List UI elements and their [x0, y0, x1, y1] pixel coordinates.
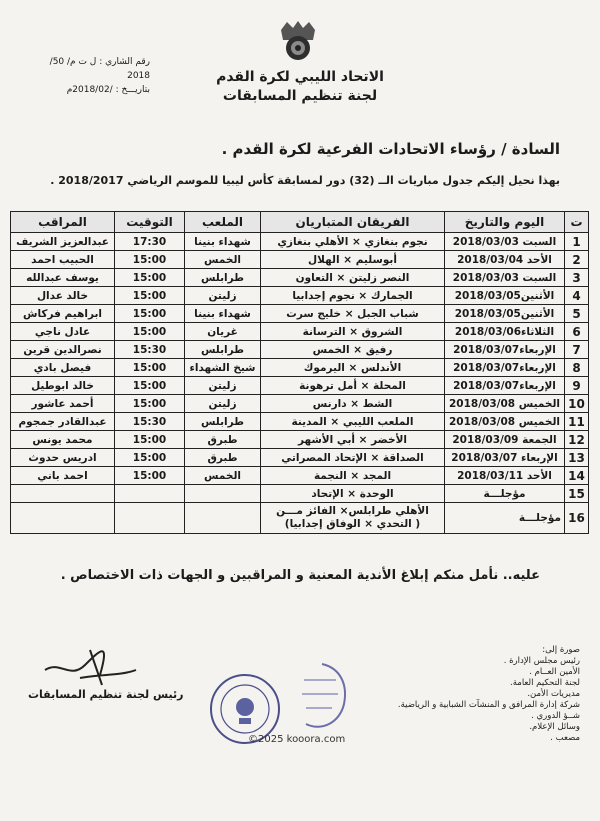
cell-teams: الملعب الليبي × المدينة: [261, 413, 445, 431]
cell-no: 7: [565, 341, 589, 359]
table-row: [11, 233, 589, 251]
col-header-no: ت: [565, 212, 589, 233]
cell-venue: [185, 503, 261, 534]
cell-venue: زليتن: [185, 287, 261, 305]
col-header-time: التوقيت: [115, 212, 185, 233]
cell-teams: المحلة × أمل ترهونة: [261, 377, 445, 395]
cell-time: 15:00: [115, 395, 185, 413]
cell-venue: [185, 485, 261, 503]
cell-teams: الجمارك × نجوم إجدابيا: [261, 287, 445, 305]
table-row: [11, 413, 589, 431]
header-organization: [200, 68, 400, 106]
table-row: [11, 395, 589, 413]
table-row-postponed: [11, 503, 589, 534]
cell-time: 15:30: [115, 413, 185, 431]
table-row: [11, 251, 589, 269]
cell-date: السبت 2018/03/03: [445, 269, 565, 287]
cell-time: 15:00: [115, 359, 185, 377]
cell-teams: الأخضر × أبي الأشهر: [261, 431, 445, 449]
cell-observer: يوسف عبدالله: [11, 269, 115, 287]
cell-date: الإربعاء2018/03/07: [445, 359, 565, 377]
cell-no: 8: [565, 359, 589, 377]
cell-date: مؤجلـــة: [445, 485, 565, 503]
addressee: السادة / رؤساء الاتحادات الفرعية لكرة القدم .: [221, 140, 560, 158]
cell-time: 15:00: [115, 251, 185, 269]
table-row: [11, 467, 589, 485]
cell-no: 15: [565, 485, 589, 503]
cc-item: مصعب .: [550, 733, 580, 743]
federation-logo-icon: [275, 18, 321, 64]
cell-observer: فيصل بادي: [11, 359, 115, 377]
cc-heading: صورة إلى:: [542, 645, 580, 655]
cell-venue: شهداء بنينا: [185, 305, 261, 323]
cell-observer: ادريس حدوث: [11, 449, 115, 467]
cell-teams: [261, 503, 445, 534]
cell-date: الأحد 2018/03/11: [445, 467, 565, 485]
cell-teams: النصر زليتن × التعاون: [261, 269, 445, 287]
reference-date: بتاريـــخ : /2018/02م: [66, 85, 150, 95]
cc-item: لجنة التحكيم العامة.: [510, 678, 580, 688]
cell-venue: طرابلس: [185, 341, 261, 359]
cell-time: 17:30: [115, 233, 185, 251]
table-row: [11, 359, 589, 377]
cell-no: 9: [565, 377, 589, 395]
cc-item: مديريات الأمن.: [527, 689, 580, 699]
cell-teams: المجد × النجمة: [261, 467, 445, 485]
cc-item: وسائل الإعلام.: [529, 722, 580, 732]
cell-venue: زليتن: [185, 377, 261, 395]
cell-venue: الخمس: [185, 467, 261, 485]
cell-teams: نجوم بنغازي × الأهلي بنغازي: [261, 233, 445, 251]
cell-time: [115, 503, 185, 534]
org-name: الاتحاد الليبي لكرة القدم: [216, 69, 384, 85]
cell-no: 5: [565, 305, 589, 323]
signature-icon: [40, 630, 140, 690]
cell-observer: أحمد عاشور: [11, 395, 115, 413]
cell-no: 1: [565, 233, 589, 251]
col-header-date: اليوم والتاريخ: [445, 212, 565, 233]
cell-date: الأثنين2018/03/05: [445, 305, 565, 323]
cc-item: شركة إدارة المرافق و المنشآت الشبابية و الرياضية.: [397, 700, 580, 710]
cell-observer: عبدالعزيز الشريف: [11, 233, 115, 251]
cell-time: 15:00: [115, 449, 185, 467]
cell-observer: احمد باني: [11, 467, 115, 485]
cell-time: 15:30: [115, 341, 185, 359]
cell-date: الإربعاء2018/03/07: [445, 377, 565, 395]
cell-date: مؤجلـــة: [445, 503, 565, 534]
cell-venue: طرابلس: [185, 413, 261, 431]
table-row: [11, 485, 589, 503]
cell-teams: شباب الجبل × خليج سرت: [261, 305, 445, 323]
closing-text: عليه.. نأمل منكم إبلاغ الأندية المعنية و المراقبين و الجهات ذات الاختصاص .: [60, 568, 540, 583]
committee-name: لجنة تنظيم المسابقات: [222, 88, 378, 104]
cc-item: الأمين العــام .: [529, 667, 580, 677]
table-row: [11, 305, 589, 323]
cell-date: السبت 2018/03/03: [445, 233, 565, 251]
cell-teams: أبوسليم × الهلال: [261, 251, 445, 269]
cell-teams: الوحدة × الإتحاد: [261, 485, 445, 503]
cell-venue: طبرق: [185, 431, 261, 449]
cell-teams-line1: الأهلي طرابلس× الفائز مـــن: [276, 505, 429, 517]
cell-time: 15:00: [115, 467, 185, 485]
cell-observer: خالد عدال: [11, 287, 115, 305]
cc-item: رئيس مجلس الإدارة .: [503, 656, 580, 666]
cell-no: 6: [565, 323, 589, 341]
cell-observer: خالد ابوطيل: [11, 377, 115, 395]
cell-venue: غريان: [185, 323, 261, 341]
table-header-row: [11, 212, 589, 233]
cell-time: 15:00: [115, 431, 185, 449]
cell-date: الإربعاء 2018/03/07: [445, 449, 565, 467]
cell-teams: الصداقة × الإتحاد المصراتي: [261, 449, 445, 467]
cell-teams: رفيق × الخمس: [261, 341, 445, 359]
cell-time: 15:00: [115, 377, 185, 395]
cell-time: [115, 485, 185, 503]
cell-date: الإربعاء2018/03/07: [445, 341, 565, 359]
table-row: [11, 269, 589, 287]
cell-observer: عبدالقادر جمجوم: [11, 413, 115, 431]
cell-venue: طبرق: [185, 449, 261, 467]
reference-block: [30, 55, 150, 97]
cell-no: 12: [565, 431, 589, 449]
cell-time: 15:00: [115, 287, 185, 305]
table-row: [11, 431, 589, 449]
cell-no: 14: [565, 467, 589, 485]
cell-venue: شيخ الشهداء: [185, 359, 261, 377]
intro-text: بهذا نحيل إليكم جدول مباريات الــ (32) دور لمسابقة كأس ليبيا للموسم الرياضي 2018/2017 .: [50, 174, 560, 187]
cell-teams: الشروق × الترسانة: [261, 323, 445, 341]
cell-no: 4: [565, 287, 589, 305]
cell-venue: الخمس: [185, 251, 261, 269]
cell-teams-line2: ( التحدي × الوفاق إجدابيا): [284, 518, 421, 530]
table-row: [11, 341, 589, 359]
reference-number: رقم الشاري : ل ت م/ 50/ 2018: [49, 57, 150, 81]
cell-observer: [11, 503, 115, 534]
cell-time: 15:00: [115, 305, 185, 323]
table-row: [11, 287, 589, 305]
cell-observer: الحبيب احمد: [11, 251, 115, 269]
cell-date: الثلاثاء2018/03/06: [445, 323, 565, 341]
cell-venue: زليتن: [185, 395, 261, 413]
table-row: [11, 377, 589, 395]
table-row: [11, 323, 589, 341]
cell-teams: الأندلس × اليرموك: [261, 359, 445, 377]
cell-date: الأحد 2018/03/04: [445, 251, 565, 269]
watermark: ©2025 kooora.com: [248, 734, 346, 745]
cell-observer: عادل ناجي: [11, 323, 115, 341]
cc-item: شــؤ الدوري .: [531, 711, 580, 721]
cell-no: 2: [565, 251, 589, 269]
cell-date: الخميس 2018/03/08: [445, 413, 565, 431]
cell-no: 13: [565, 449, 589, 467]
signature-title: رئيس لجنة تنظيم المسابقات: [28, 688, 184, 701]
cell-date: الخميس 2018/03/08: [445, 395, 565, 413]
cell-time: 15:00: [115, 269, 185, 287]
cell-date: الأثنين2018/03/05: [445, 287, 565, 305]
committee-stamp-icon: [292, 660, 352, 735]
cell-no: 10: [565, 395, 589, 413]
cell-no: 11: [565, 413, 589, 431]
cell-observer: محمد يونس: [11, 431, 115, 449]
col-header-observer: المراقب: [11, 212, 115, 233]
cell-observer: ابراهيم فركاش: [11, 305, 115, 323]
col-header-venue: الملعب: [185, 212, 261, 233]
table-row: [11, 449, 589, 467]
col-header-teams: الفريقان المتباريان: [261, 212, 445, 233]
cc-list: [397, 645, 580, 744]
cell-no: 3: [565, 269, 589, 287]
fixtures-table: [10, 211, 589, 534]
cell-venue: شهداء بنينا: [185, 233, 261, 251]
cell-date: الجمعة 2018/03/09: [445, 431, 565, 449]
cell-observer: [11, 485, 115, 503]
cell-observer: نصرالدين قرين: [11, 341, 115, 359]
cell-no: 16: [565, 503, 589, 534]
cell-time: 15:00: [115, 323, 185, 341]
cell-teams: الشط × دارنس: [261, 395, 445, 413]
cell-venue: طرابلس: [185, 269, 261, 287]
